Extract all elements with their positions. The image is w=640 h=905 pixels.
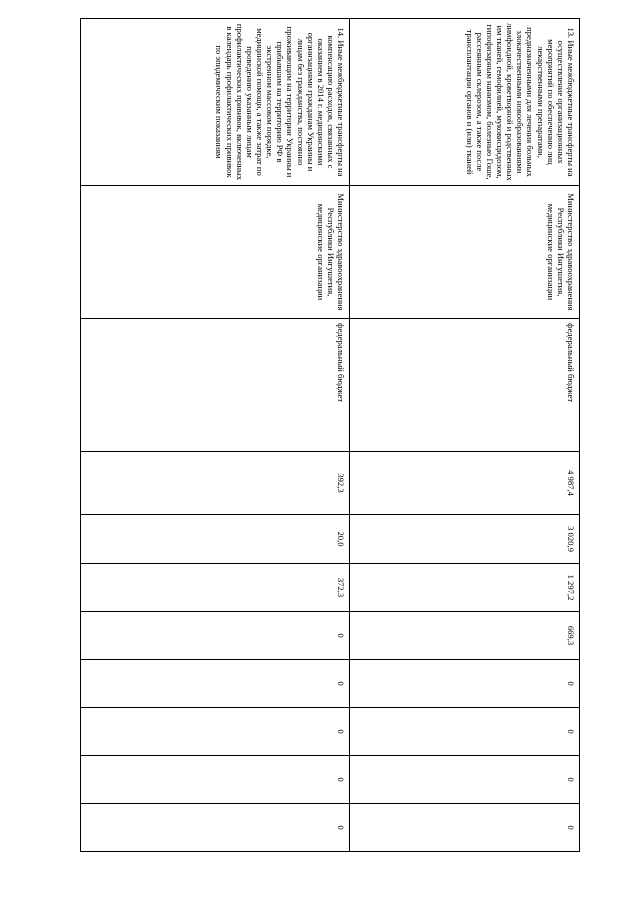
budget-table <box>80 18 580 852</box>
value-cell: 0 <box>81 708 350 756</box>
value-cell: 0 <box>350 804 580 852</box>
value-cell: 669,3 <box>350 612 580 660</box>
table-row <box>350 19 580 852</box>
funding-source-cell: федеральный бюджет <box>81 319 350 452</box>
value-cell: 0 <box>350 708 580 756</box>
executor-cell: Министерство здравоохранения Республики Ингушетия, медицинские организации <box>350 186 580 319</box>
value-cell: 0 <box>350 660 580 708</box>
value-cell: 20,0 <box>81 515 350 564</box>
value-cell: 0 <box>81 756 350 804</box>
table-row <box>81 19 350 852</box>
value-cell: 0 <box>81 660 350 708</box>
value-cell: 0 <box>81 804 350 852</box>
value-cell: 372,3 <box>81 564 350 612</box>
value-cell: 1 297,2 <box>350 564 580 612</box>
value-cell: 3 020,9 <box>350 515 580 564</box>
value-cell: 0 <box>350 756 580 804</box>
executor-cell: Министерство здравоохранения Республики Ингушетия, медицинские организации <box>81 186 350 319</box>
value-cell: 392,3 <box>81 452 350 515</box>
measure-description-13: 13. Иные межбюджетные трансферты на осуществление организационных мероприятий по обеспечению лиц лекарственными препаратами, предназначенными для лечения больных злокачественными новообразованиями лимфоидной, кроветворной и родственных им тканей, гемофилией, муковисцидозом, гипофизарным нанизмом, болезнью Гоше, рассеянным склерозом, а также после трансплантации органов и (или) тканей <box>350 19 580 186</box>
value-cell: 4 987,4 <box>350 452 580 515</box>
measure-description-14: 14. Иные межбюджетные трансферты на компенсацию расходов, связанных с оказанием в 2014 г. медицинскими организациями гражданам Украины и лицам без гражданства, постоянно проживающим на территории Украины и прибывшим на территорию РФ в экстренном массовом порядке, медицинской помощи, а также затрат по проведению указанным лицам профилактических прививок, включенных в календарь профилактических прививок по эпидемическим показаниям <box>81 19 350 186</box>
funding-source-cell: федеральный бюджет <box>350 319 580 452</box>
value-cell: 0 <box>81 612 350 660</box>
